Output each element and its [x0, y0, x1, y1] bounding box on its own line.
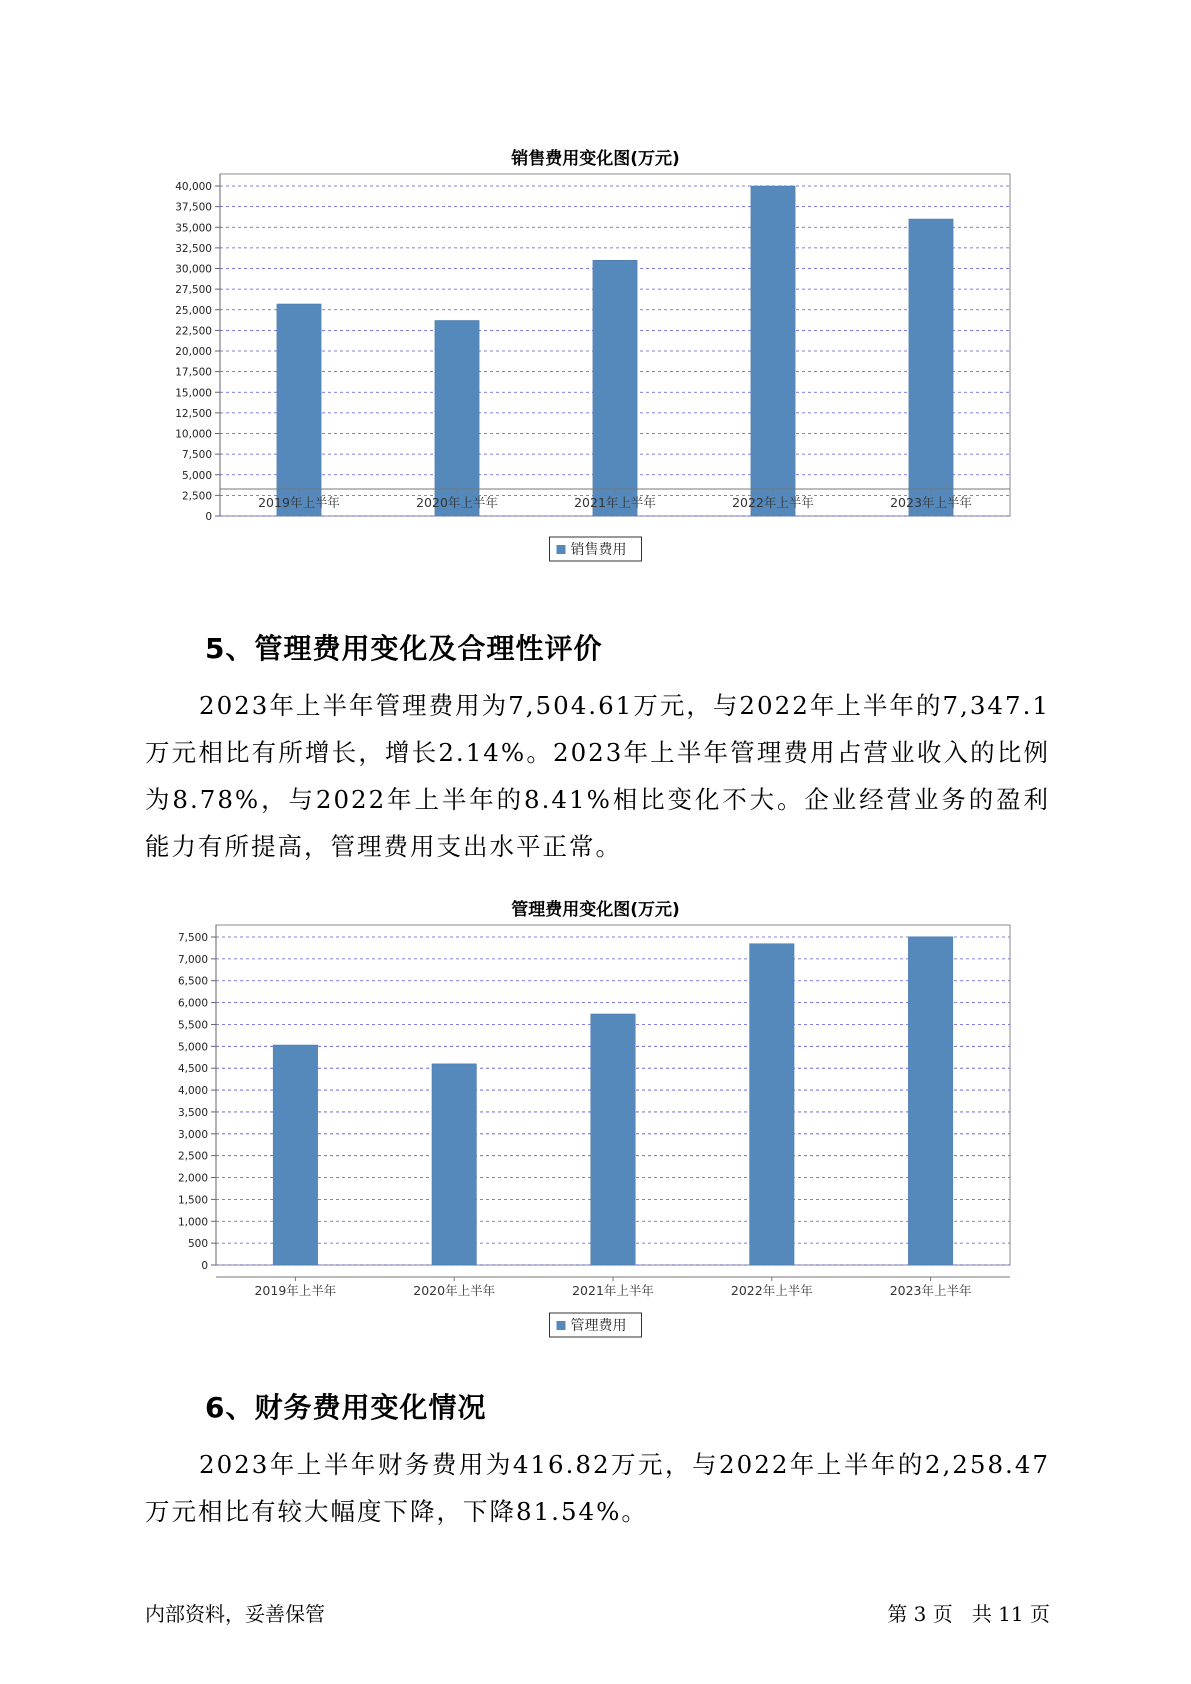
sales-chart-title: 销售费用变化图(万元): [511, 149, 680, 169]
y-tick-label: 10,000: [175, 428, 212, 441]
footer-page-number: 第 3 页 共 11 页: [887, 1602, 1050, 1626]
y-tick-label: 3,500: [177, 1106, 208, 1119]
section-5-heading: 5、管理费用变化及合理性评价: [205, 632, 603, 665]
y-tick-label: 7,500: [177, 932, 208, 944]
bar-2021年上半年: [591, 1014, 635, 1265]
admin-chart-title: 管理费用变化图(万元): [511, 900, 680, 920]
x-tick-label: 2021年上半年: [574, 495, 656, 510]
y-tick-label: 5,000: [181, 469, 212, 482]
y-tick-label: 30,000: [175, 263, 212, 276]
y-tick-label: 0: [201, 1260, 208, 1272]
section-6-paragraph: 2023年上半年财务费用为416.82万元，与2022年上半年的2,258.47万元相比有较大幅度下降，下降81.54%。: [145, 1450, 1050, 1526]
y-tick-label: 20,000: [175, 346, 212, 358]
y-tick-label: 37,500: [175, 201, 212, 214]
x-tick-label: 2019年上半年: [258, 495, 340, 510]
y-tick-label: 12,500: [175, 407, 212, 420]
y-tick-label: 4,000: [177, 1085, 208, 1098]
y-tick-label: 2,500: [181, 490, 212, 503]
x-tick-label: 2023年上半年: [889, 1283, 972, 1298]
y-tick-label: 15,000: [175, 387, 212, 400]
y-tick-label: 7,000: [177, 953, 208, 966]
y-tick-label: 6,500: [177, 975, 208, 988]
legend-swatch: [557, 1321, 566, 1330]
y-tick-label: 3,000: [177, 1128, 208, 1141]
y-tick-label: 35,000: [175, 222, 212, 235]
y-tick-label: 1,000: [177, 1216, 208, 1229]
y-tick-label: 32,500: [175, 242, 212, 255]
y-tick-label: 7,500: [181, 449, 212, 462]
y-tick-label: 2,500: [177, 1150, 208, 1163]
y-tick-label: 2,000: [177, 1172, 208, 1185]
bar-2019年上半年: [273, 1045, 317, 1265]
y-tick-label: 500: [187, 1238, 208, 1251]
section-5-paragraph: 2023年上半年管理费用为7,504.61万元，与2022年上半年的7,347.1万元相比有所增长，增长2.14%。2023年上半年管理费用占营业收入的比例为8.78%，与2022年上半年的8.41%相比变化不大。企业经营业务的盈利能力有所提高，管理费用支出水平正常。: [145, 691, 1050, 861]
y-tick-label: 22,500: [175, 325, 212, 338]
section-6-heading: 6、财务费用变化情况: [205, 1391, 487, 1424]
y-tick-label: 1,500: [177, 1194, 208, 1207]
bar-2020年上半年: [432, 1064, 476, 1265]
y-tick-label: 6,000: [177, 997, 208, 1010]
bar-2022年上半年: [750, 944, 794, 1265]
y-tick-label: 5,000: [177, 1041, 208, 1054]
y-tick-label: 0: [205, 511, 212, 523]
footer-confidential: 内部资料，妥善保管: [145, 1602, 325, 1626]
x-tick-label: 2020年上半年: [413, 1283, 496, 1298]
x-tick-label: 2019年上半年: [254, 1283, 337, 1298]
y-tick-label: 25,000: [175, 304, 212, 317]
bar-2023年上半年: [908, 937, 952, 1265]
x-tick-label: 2022年上半年: [732, 495, 814, 510]
x-tick-label: 2021年上半年: [572, 1283, 654, 1298]
legend-label: 管理费用: [570, 1318, 627, 1334]
x-tick-label: 2020年上半年: [416, 495, 498, 510]
y-tick-label: 40,000: [175, 181, 212, 193]
x-tick-label: 2022年上半年: [730, 1283, 813, 1298]
y-tick-label: 27,500: [175, 284, 212, 297]
y-tick-label: 17,500: [175, 366, 212, 379]
x-tick-label: 2023年上半年: [890, 495, 972, 510]
y-tick-label: 4,500: [177, 1063, 208, 1076]
y-tick-label: 5,500: [177, 1019, 208, 1032]
legend-label: 销售费用: [570, 542, 627, 558]
